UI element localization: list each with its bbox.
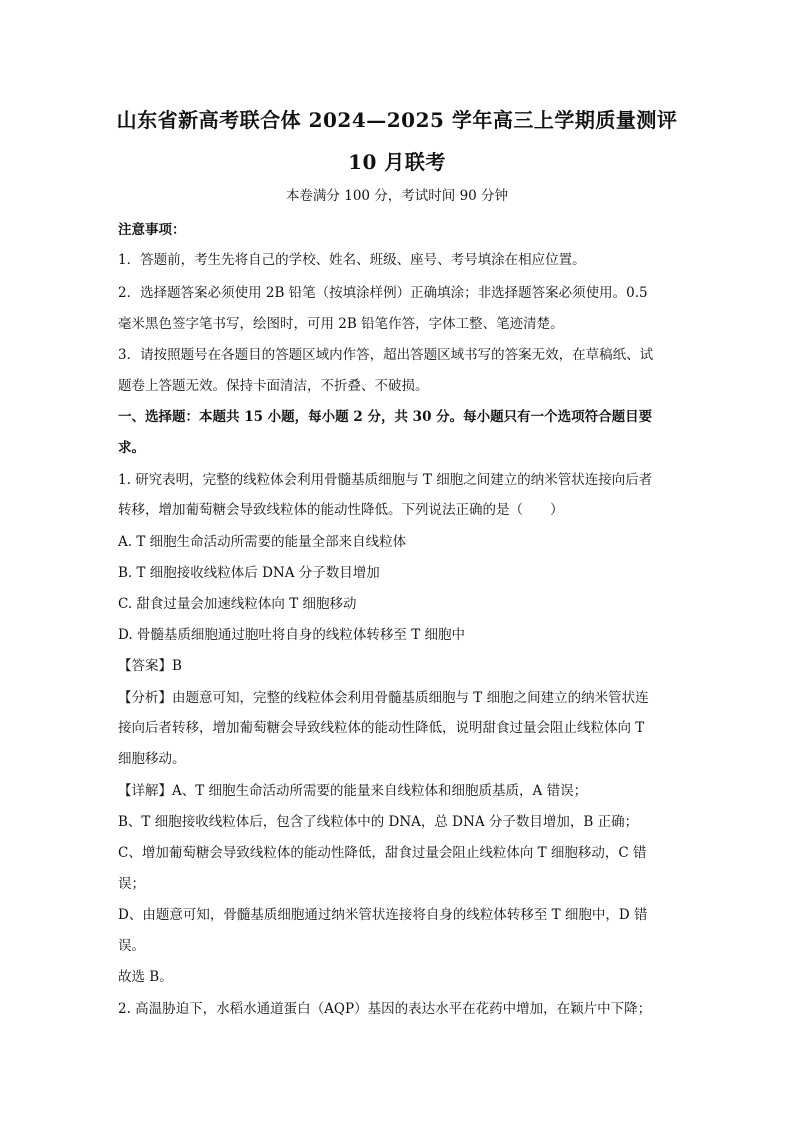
question-1-option-d: D. 骨髓基质细胞通过胞吐将自身的线粒体转移至 T 细胞中 <box>118 627 466 643</box>
question-1-detail: 误。 <box>118 938 145 954</box>
question-2-stem: 2. 高温胁迫下，水稻水通道蛋白（AQP）基因的表达水平在花药中增加，在颖片中下降； <box>118 1001 652 1017</box>
notice-heading: 注意事项： <box>118 222 186 238</box>
question-1-detail: 误； <box>118 876 145 892</box>
question-1-stem: 1. 研究表明，完整的线粒体会利用骨髓基质细胞与 T 细胞之间建立的纳米管状连接向后者 <box>118 472 653 488</box>
question-1-option-b: B. T 细胞接收线粒体后 DNA 分子数目增加 <box>118 565 380 581</box>
question-1-conclusion: 故选 B。 <box>118 969 173 985</box>
question-1-option-c: C. 甜食过量会加速线粒体向 T 细胞移动 <box>118 596 357 612</box>
question-1-answer: 【答案】B <box>118 658 182 674</box>
document-title-line-2: 10 月联考 <box>348 150 446 174</box>
question-1-detail: C、增加葡萄糖会导致线粒体的能动性降低，甜食过量会阻止线粒体向 T 细胞移动，C 错 <box>118 845 647 861</box>
question-1-analysis: 【分析】由题意可知，完整的线粒体会利用骨髓基质细胞与 T 细胞之间建立的纳米管状连 <box>118 690 649 706</box>
notice-line: 1．答题前，考生先将自己的学校、姓名、班级、座号、考号填涂在相应位置。 <box>118 252 586 268</box>
section-heading: 一、选择题：本题共 15 小题，每小题 2 分，共 30 分。每小题只有一个选项符合题目要 <box>118 409 653 425</box>
question-1-analysis: 细胞移动。 <box>118 751 186 767</box>
notice-line: 3．请按照题号在各题目的答题区域内作答，超出答题区域书写的答案无效，在草稿纸、试 <box>118 347 654 363</box>
exam-info: 本卷满分 100 分，考试时间 90 分钟 <box>285 188 509 204</box>
question-1-analysis: 接向后者转移，增加葡萄糖会导致线粒体的能动性降低，说明甜食过量会阻止线粒体向 T <box>118 720 645 736</box>
question-1-option-a: A. T 细胞生命活动所需要的能量全部来自线粒体 <box>118 534 407 550</box>
question-1-stem: 转移，增加葡萄糖会导致线粒体的能动性降低。下列说法正确的是（ ） <box>118 502 564 518</box>
notice-line: 题卷上答题无效。保持卡面清洁，不折叠、不破损。 <box>118 378 429 394</box>
question-1-detail: 【详解】A、T 细胞生命活动所需要的能量来自线粒体和细胞质基质，A 错误； <box>118 783 588 799</box>
notice-line: 毫米黑色签字笔书写，绘图时，可用 2B 铅笔作答，字体工整、笔迹清楚。 <box>118 316 564 332</box>
question-1-detail: D、由题意可知，骨髓基质细胞通过纳米管状连接将自身的线粒体转移至 T 细胞中，D 错 <box>118 907 648 923</box>
question-1-detail: B、T 细胞接收线粒体后，包含了线粒体中的 DNA，总 DNA 分子数目增加，B 正确； <box>118 814 639 830</box>
document-title-line-1: 山东省新高考联合体 2024—2025 学年高三上学期质量测评 <box>116 108 678 132</box>
section-heading: 求。 <box>118 440 145 456</box>
notice-line: 2．选择题答案必须使用 2B 铅笔（按填涂样例）正确填涂；非选择题答案必须使用。0.5 <box>118 285 648 301</box>
